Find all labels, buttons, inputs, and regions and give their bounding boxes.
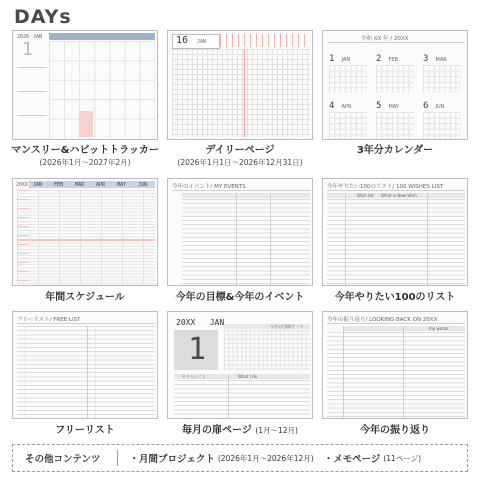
free-list-thumbnail[interactable]: [12, 311, 158, 419]
looking-back-lines: [327, 332, 465, 418]
caption-door-note: (1月〜12月): [255, 426, 298, 435]
timeline-marks: [220, 34, 310, 47]
monthly-project-item: ・月間プロジェクト: [129, 454, 215, 465]
caption-calendar: 3年分カレンダー: [356, 145, 434, 156]
wishes-header: 今年やりたい100のリスト/ 100 WISHES LIST: [327, 184, 444, 190]
annual-header-bar: [29, 181, 155, 188]
goals-events-thumbnail[interactable]: [167, 178, 313, 286]
wishes-col-header: Wish list What is New Wish: [327, 193, 465, 198]
looking-back-header: 今年の振り返り/ LOOKING BACK ON 20XX: [327, 317, 438, 323]
door-box1-header: 今月の目標/テーマ: [224, 324, 310, 329]
sunday-marks: [17, 190, 29, 284]
caption-monthly-note: (2026年1月〜2027年2月): [39, 158, 131, 167]
door-lines: [174, 380, 310, 418]
monthly-door-thumbnail[interactable]: [167, 311, 313, 419]
annual-schedule-thumbnail[interactable]: 20XX JAN FEB MAR APR MAY JUN: [12, 178, 158, 286]
door-year-month: 20XX JAN: [176, 318, 225, 327]
monthly-page-thumbnail[interactable]: [12, 30, 158, 140]
caption-door-title: 毎月の扉ページ: [182, 425, 252, 436]
caption-door: [165, 424, 315, 437]
caption-daily-note: (2026年1月1日〜2026年12月31日): [177, 158, 303, 167]
daily-date-box: [172, 34, 220, 49]
mini-month-6: 6 JUN: [423, 93, 461, 140]
free-list-header: フリーリスト/ FREE LIST: [17, 317, 81, 323]
time-divider: [244, 49, 245, 137]
looking-back-thumbnail[interactable]: [322, 311, 468, 419]
annual-year: 20XX: [16, 182, 29, 188]
monthly-month: JAN: [33, 34, 43, 40]
door-box1-grid: [224, 330, 310, 370]
caption-daily: デイリーページ: [205, 145, 275, 156]
annual-grid: [17, 190, 155, 284]
door-big-number: 1: [188, 332, 207, 367]
annual-highlight-row: [17, 239, 155, 241]
daily-grid: [172, 49, 310, 137]
mini-month-2: 2 FEB: [376, 46, 414, 93]
events-header: 今年のイベント/ MY EVENTS: [172, 184, 246, 190]
daily-month: JAN: [197, 39, 207, 45]
wishes-lines: [327, 199, 465, 285]
monthly-year: 2026: [17, 34, 30, 40]
monthly-project-note: (2026年1月〜2026年12月): [217, 453, 314, 463]
calendar-header: 令和 XX 年 / 20XX: [361, 36, 409, 42]
door-big-box: [174, 330, 218, 370]
wishes-list-thumbnail[interactable]: [322, 178, 468, 286]
monthly-big-day: 1: [22, 39, 33, 60]
monthly-grid: [49, 41, 155, 138]
daily-day: 16: [176, 35, 189, 46]
mini-month-1: 1 JAN: [329, 46, 367, 93]
memo-page-item: ・メモページ: [323, 454, 381, 465]
highlight-cell: [79, 111, 93, 137]
calendar-page-thumbnail[interactable]: [322, 30, 468, 140]
door-box2-header: やりたいこと What I do: [174, 374, 310, 379]
other-contents-label: その他コンテンツ: [25, 454, 101, 465]
events-lines: [182, 199, 310, 285]
other-contents-bar: [12, 444, 468, 472]
caption-annual: 年間スケジュール: [45, 292, 125, 303]
free-list-lines: [17, 326, 155, 418]
looking-back-col-header: my words: [343, 326, 465, 331]
daily-page-thumbnail[interactable]: [167, 30, 313, 140]
caption-wishes: 今年やりたい100のリスト: [334, 292, 456, 303]
caption-looking-back: 今年の振り返り: [360, 425, 430, 436]
mini-month-5: 5 MAY: [376, 93, 414, 140]
caption-free-list: フリーリスト: [55, 425, 115, 436]
memo-page-note: (11ページ): [383, 453, 422, 463]
brand-logo: DAYs: [14, 6, 72, 28]
footer-separator: [117, 450, 118, 466]
events-col-header: [182, 193, 310, 198]
weekday-header-bar: [49, 33, 155, 40]
caption-monthly: マンスリー&ハビットトラッカー: [11, 145, 159, 156]
mini-month-4: 4 APR: [329, 93, 367, 140]
mini-month-3: 3 MAR: [423, 46, 461, 93]
caption-events: 今年の目標&今年のイベント: [175, 292, 305, 303]
